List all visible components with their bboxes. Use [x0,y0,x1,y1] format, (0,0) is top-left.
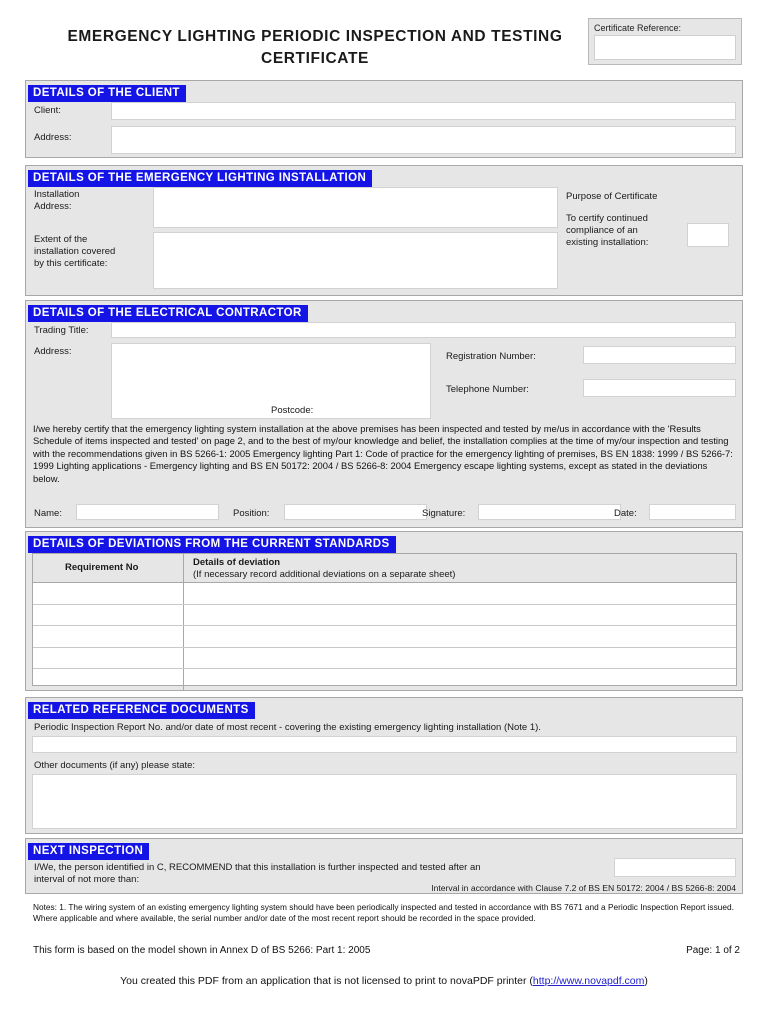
signature-input[interactable] [478,504,621,520]
deviations-table [32,553,737,686]
client-name-input[interactable] [111,102,736,120]
table-row[interactable] [33,648,736,670]
name-label: Name: [34,508,62,519]
details-of-deviation-subheader: (If necessary record additional deviations on a separate sheet) [193,569,456,580]
next-inspection-section-title: NEXT INSPECTION [28,843,149,860]
other-documents-input[interactable] [32,774,737,829]
signature-label: Signature: [422,508,466,519]
novapdf-link[interactable]: http://www.novapdf.com [532,975,645,987]
row-column-divider [183,669,184,690]
purpose-checkbox-input[interactable] [687,223,729,247]
installation-section-header [28,168,742,185]
contractor-address-label: Address: [34,346,72,357]
table-row[interactable] [33,626,736,648]
row-column-divider [183,583,184,604]
periodic-report-input[interactable] [32,736,737,753]
details-of-deviation-header: Details of deviation [193,557,281,568]
section-deviations [25,531,743,691]
position-label: Position: [233,508,270,519]
deviations-column-divider [183,554,184,582]
interval-clause-note: Interval in accordance with Clause 7.2 of BS EN 50172: 2004 / BS 5266-8: 2004 [431,883,736,893]
purpose-text-line1: To certify continued [566,213,648,224]
section-related-documents [25,697,743,834]
footer-based-on: This form is based on the model shown in Annex D of BS 5266: Part 1: 2005 [33,945,371,956]
next-inspection-text-line2: interval of not more than: [34,874,140,885]
table-row[interactable] [33,583,736,605]
postcode-label: Postcode: [271,405,314,416]
watermark-text: You created this PDF from an application that is not licensed to print to novaPDF printer ( [120,975,533,987]
registration-number-input[interactable] [583,346,736,364]
trading-title-label: Trading Title: [34,325,89,336]
telephone-number-label: Telephone Number: [446,384,529,395]
position-input[interactable] [284,504,427,520]
client-address-label: Address: [34,132,72,143]
installation-address-label-line2: Address: [34,201,72,212]
extent-label-line1: Extent of the [34,234,88,245]
certificate-reference-group [588,18,742,65]
table-row[interactable] [33,605,736,627]
footer-notes: Notes: 1. The wiring system of an existing emergency lighting system should have been periodically inspected and tested in accordance with BS 7671 and a Periodic Inspection Report issued. Where applicable and where available, the serial number and/or date of the most recent report should be recorded in the space provided. [33,902,734,923]
page-header [25,12,743,70]
certificate-reference-label: Certificate Reference: [594,23,682,33]
section-contractor [25,300,743,528]
purpose-text-line3: existing installation: [566,237,649,248]
section-client [25,80,743,158]
deviations-section-header [28,534,742,551]
next-inspection-section-header [28,841,742,858]
periodic-report-label: Periodic Inspection Report No. and/or date of most recent - covering the existing emergency lighting installation (Note 1). [34,722,541,733]
extent-label-line3: by this certificate: [34,258,108,269]
other-documents-label: Other documents (if any) please state: [34,760,196,771]
telephone-number-input[interactable] [583,379,736,397]
client-section-header [28,83,742,100]
registration-number-label: Registration Number: [446,351,536,362]
purpose-of-certificate-label: Purpose of Certificate [566,191,658,202]
extent-label-line2: installation covered [34,246,116,257]
row-column-divider [183,626,184,647]
extent-input[interactable] [153,232,558,289]
purpose-text-line2: compliance of an [566,225,638,236]
deviations-table-header [33,554,736,583]
trading-title-input[interactable] [111,322,736,338]
requirement-no-header: Requirement No [65,562,139,573]
installation-address-label-line1: Installation [34,189,80,200]
section-next-inspection [25,838,743,894]
date-label: Date: [614,508,637,519]
footer-page-number: Page: 1 of 2 [686,945,740,956]
name-input[interactable] [76,504,219,520]
watermark-suffix: ) [644,975,648,987]
novapdf-watermark [0,975,768,987]
documents-section-title: RELATED REFERENCE DOCUMENTS [28,702,255,719]
row-column-divider [183,605,184,626]
section-installation [25,165,743,296]
certificate-reference-input[interactable] [594,35,736,60]
page-title: EMERGENCY LIGHTING PERIODIC INSPECTION AND TESTING CERTIFICATE [67,28,563,67]
table-row[interactable] [33,669,736,690]
deviations-section-title: DETAILS OF DEVIATIONS FROM THE CURRENT STANDARDS [28,536,396,553]
client-address-input[interactable] [111,126,736,154]
interval-input[interactable] [614,858,736,877]
date-input[interactable] [649,504,736,520]
installation-address-input[interactable] [153,187,558,228]
contractor-section-header [28,303,742,320]
certification-declaration: I/we hereby certify that the emergency lighting system installation at the above premises has been inspected and tested by me/us in accordance with the 'Results Schedule of items inspected and tested' on page 2, and to the best of my/our knowledge and belief, the installation complies at the time of my/our inspection and testing with the recommendations given in BS 5266-1: 2005 Emergency lighting Part 1: Code of practice for the emergency lighting of premises, BS EN 1838: 1999 / BS 5266-7: 1999 Lighting applications - Emergency lighting and BS EN 50172: 2004 / BS 5266-8: 2004 Emergency escape lighting systems, except as stated in the deviations below. [33,423,733,484]
next-inspection-text-line1: I/We, the person identified in C, RECOMMEND that this installation is further inspected and tested after an [34,862,481,873]
row-column-divider [183,648,184,669]
contractor-section-title: DETAILS OF THE ELECTRICAL CONTRACTOR [28,305,308,322]
client-section-title: DETAILS OF THE CLIENT [28,85,186,102]
documents-section-header [28,700,742,717]
installation-section-title: DETAILS OF THE EMERGENCY LIGHTING INSTALLATION [28,170,372,187]
client-name-label: Client: [34,105,61,116]
